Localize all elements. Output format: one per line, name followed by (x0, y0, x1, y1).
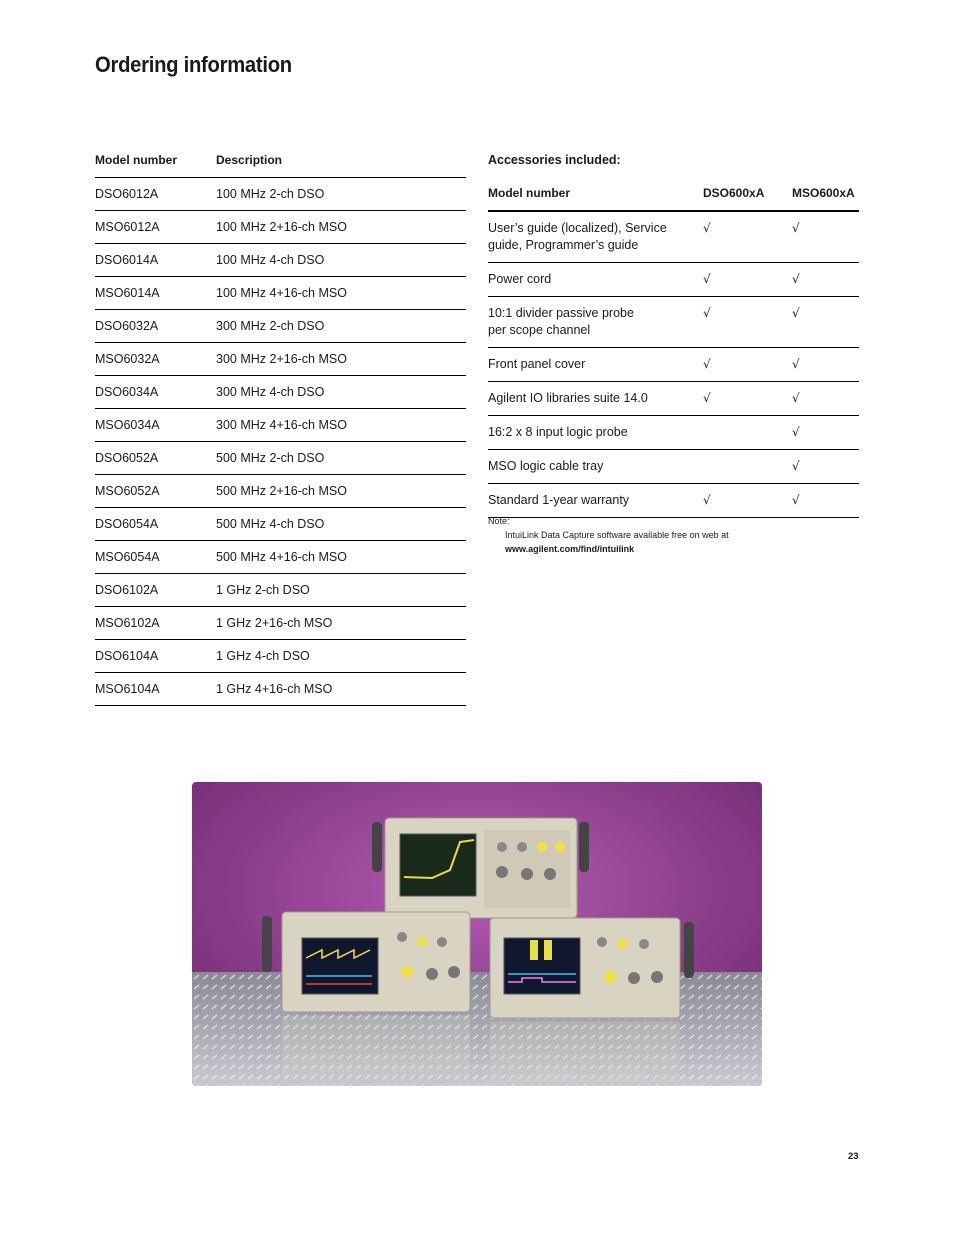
note-text: IntuiLink Data Capture software available free on web at (505, 530, 729, 540)
table-row (95, 673, 466, 706)
table-row (95, 343, 466, 376)
page-title: Ordering information (95, 52, 292, 77)
scope-right (490, 918, 694, 1018)
accessory-name-cell (488, 416, 703, 450)
table-row (95, 409, 466, 442)
note-label: Note: (488, 516, 510, 526)
table-row (95, 640, 466, 673)
mso-check-cell: √ (792, 450, 859, 484)
description-cell: 500 MHz 4-ch DSO (216, 508, 466, 541)
mso-check-cell: √ (792, 263, 859, 297)
dso-check-cell: √ (703, 348, 792, 382)
description-cell: 1 GHz 4+16-ch MSO (216, 673, 466, 706)
model-number-cell: MSO6012A (95, 211, 216, 244)
dso-check-cell: √ (703, 484, 792, 518)
accessory-name-line: Front panel cover (488, 357, 586, 371)
model-number-cell: DSO6054A (95, 508, 216, 541)
mso-check-cell: √ (792, 348, 859, 382)
table-row (488, 450, 859, 484)
mso-check-cell: √ (792, 416, 859, 450)
description-cell: 500 MHz 4+16-ch MSO (216, 541, 466, 574)
model-number-cell: DSO6012A (95, 178, 216, 211)
description-cell: 300 MHz 4+16-ch MSO (216, 409, 466, 442)
header-acc-model-number: Model number (488, 176, 703, 211)
table-row (95, 244, 466, 277)
table-row (95, 475, 466, 508)
model-number-cell: MSO6054A (95, 541, 216, 574)
description-cell: 1 GHz 4-ch DSO (216, 640, 466, 673)
description-cell: 100 MHz 4+16-ch MSO (216, 277, 466, 310)
accessory-name-cell (488, 450, 703, 484)
accessory-name-cell (488, 348, 703, 382)
model-number-cell: MSO6034A (95, 409, 216, 442)
note (488, 514, 729, 556)
header-mso600xa: MSO600xA (792, 176, 859, 211)
mso-check-cell: √ (792, 211, 859, 263)
accessory-name-cell (488, 297, 703, 348)
scope-top (372, 818, 589, 918)
table-row (95, 310, 466, 343)
accessory-name-cell (488, 211, 703, 263)
accessory-name-line: MSO logic cable tray (488, 459, 604, 473)
model-number-cell: DSO6104A (95, 640, 216, 673)
page-number: 23 (848, 1151, 859, 1162)
table-row (488, 382, 859, 416)
dso-check-cell (703, 416, 792, 450)
description-cell: 100 MHz 4-ch DSO (216, 244, 466, 277)
table-row (488, 416, 859, 450)
description-cell: 500 MHz 2-ch DSO (216, 442, 466, 475)
accessory-name-line: Standard 1-year warranty (488, 493, 630, 507)
accessory-name-line: Power cord (488, 272, 552, 286)
accessory-name-line: guide, Programmer’s guide (488, 238, 639, 252)
dso-check-cell (703, 450, 792, 484)
header-dso600xa: DSO600xA (703, 176, 792, 211)
model-number-cell: DSO6032A (95, 310, 216, 343)
model-number-cell: MSO6102A (95, 607, 216, 640)
accessory-name-cell (488, 382, 703, 416)
oscilloscopes-illustration (192, 782, 762, 1086)
scope-left (262, 912, 470, 1012)
header-model-number: Model number (95, 143, 216, 178)
accessory-name-line: 10:1 divider passive probe (488, 306, 634, 320)
table-row (488, 484, 859, 518)
accessories-heading: Accessories included: (488, 153, 621, 167)
mso-check-cell: √ (792, 484, 859, 518)
model-number-cell: MSO6052A (95, 475, 216, 508)
model-number-cell: DSO6034A (95, 376, 216, 409)
accessory-name-line: per scope channel (488, 323, 591, 337)
dso-check-cell: √ (703, 211, 792, 263)
model-number-cell: DSO6052A (95, 442, 216, 475)
table-row (488, 211, 859, 263)
table-row (95, 541, 466, 574)
model-number-cell: DSO6014A (95, 244, 216, 277)
model-table-header (95, 143, 466, 178)
table-row (488, 348, 859, 382)
table-row (95, 508, 466, 541)
model-number-cell: MSO6032A (95, 343, 216, 376)
accessories-table-header (488, 176, 859, 211)
note-url: www.agilent.com/find/intuilink (505, 544, 635, 554)
table-row (95, 574, 466, 607)
table-row (95, 376, 466, 409)
description-cell: 1 GHz 2+16-ch MSO (216, 607, 466, 640)
table-row (95, 607, 466, 640)
table-row (95, 442, 466, 475)
description-cell: 1 GHz 2-ch DSO (216, 574, 466, 607)
description-cell: 500 MHz 2+16-ch MSO (216, 475, 466, 508)
model-number-cell: DSO6102A (95, 574, 216, 607)
model-table (95, 143, 466, 706)
accessory-name-line: 16:2 x 8 input logic probe (488, 425, 628, 439)
accessory-name-line: Agilent IO libraries suite 14.0 (488, 391, 648, 405)
table-row (95, 211, 466, 244)
description-cell: 100 MHz 2-ch DSO (216, 178, 466, 211)
model-number-cell: MSO6104A (95, 673, 216, 706)
accessory-name-cell (488, 263, 703, 297)
mso-check-cell: √ (792, 297, 859, 348)
accessory-name-cell (488, 484, 703, 518)
model-number-cell: MSO6014A (95, 277, 216, 310)
table-row (488, 297, 859, 348)
product-photo (192, 782, 762, 1086)
dso-check-cell: √ (703, 263, 792, 297)
mso-check-cell: √ (792, 382, 859, 416)
header-description: Description (216, 143, 466, 178)
dso-check-cell: √ (703, 382, 792, 416)
table-row (95, 178, 466, 211)
accessories-table (488, 176, 859, 518)
description-cell: 300 MHz 2-ch DSO (216, 310, 466, 343)
table-row (488, 263, 859, 297)
description-cell: 300 MHz 4-ch DSO (216, 376, 466, 409)
accessory-name-line: User’s guide (localized), Service (488, 221, 667, 235)
description-cell: 300 MHz 2+16-ch MSO (216, 343, 466, 376)
dso-check-cell: √ (703, 297, 792, 348)
table-row (95, 277, 466, 310)
description-cell: 100 MHz 2+16-ch MSO (216, 211, 466, 244)
